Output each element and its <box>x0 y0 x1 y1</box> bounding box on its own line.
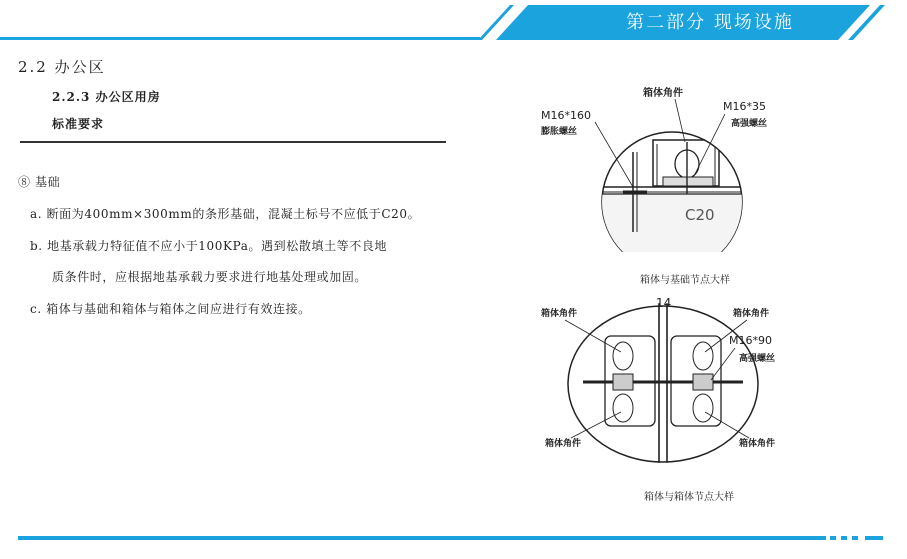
figure1-caption: 箱体与基础节点大样 <box>640 275 730 286</box>
requirement-title: 标准要求 <box>52 117 105 131</box>
text-line-a: a. 断面为400mm×300mm的条形基础，混凝土标号不应低于C20。 <box>30 207 421 221</box>
figure-foundation-detail <box>535 82 775 252</box>
concrete-label: C20 <box>685 206 715 224</box>
corner-label: 箱体角件 <box>643 88 683 99</box>
footer-dash <box>865 536 883 540</box>
figure2-caption: 箱体与箱体节点大样 <box>644 492 734 503</box>
detail-circle <box>568 306 758 462</box>
section-title: 2.2 办公区 <box>18 58 106 76</box>
text-line-c: c. 箱体与基础和箱体与箱体之间应进行有效连接。 <box>30 302 311 316</box>
bolt-right-desc: 高强螺丝 <box>731 119 768 129</box>
bolt-desc: 高强螺丝 <box>739 354 775 364</box>
text-line-b: b. 地基承载力特征值不应小于100KPa。遇到松散填土等不良地 <box>30 239 388 253</box>
corner-br-label: 箱体角件 <box>739 439 775 449</box>
figure-box-detail <box>535 296 775 468</box>
section-rule <box>20 141 446 143</box>
bolt-left-desc: 膨胀螺丝 <box>541 127 578 137</box>
section-subtitle: 2.2.3 办公区用房 <box>52 90 161 104</box>
bolt-left-label: M16*160 <box>541 109 591 122</box>
top-number: 14 <box>656 296 672 310</box>
footer-dash <box>852 536 858 540</box>
corner-tl-label: 箱体角件 <box>541 309 578 319</box>
footer-dash <box>841 536 847 540</box>
footer-dash <box>830 536 836 540</box>
corner-tr-label: 箱体角件 <box>733 309 770 319</box>
bolt-label: M16*90 <box>729 334 772 347</box>
text-line-b-cont: 质条件时，应根据地基承载力要求进行地基处理或加固。 <box>52 270 368 284</box>
footer-rule <box>18 536 826 540</box>
corner-bl-label: 箱体角件 <box>545 439 582 449</box>
bolt-right-label: M16*35 <box>723 100 766 113</box>
item-heading: ⑧ 基础 <box>18 175 61 189</box>
header-rule <box>0 37 480 40</box>
header-title: 第二部分 现场设施 <box>626 12 794 33</box>
